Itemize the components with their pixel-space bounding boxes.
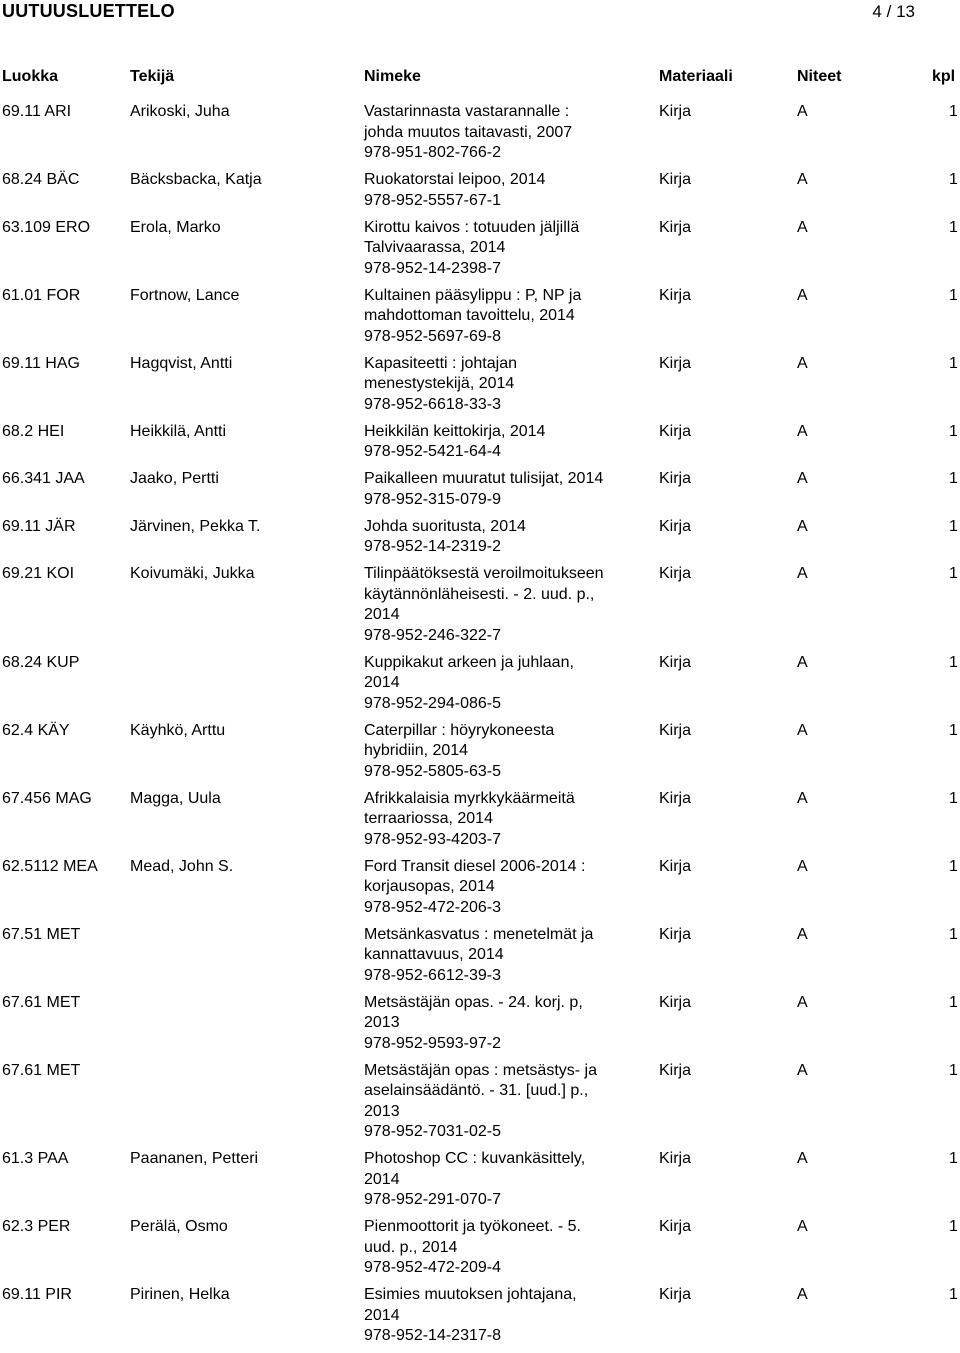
copies-code: A xyxy=(797,1150,808,1167)
author: Arikoski, Juha xyxy=(130,103,230,120)
page-current: 4 xyxy=(872,2,882,21)
quantity: 1 xyxy=(949,1218,958,1235)
header-luokka: Luokka xyxy=(2,68,59,85)
title-line: hybridiin, 2014 xyxy=(364,742,469,759)
title-block xyxy=(364,102,619,164)
isbn: 978-952-14-2317-8 xyxy=(364,1327,501,1344)
material-type: Kirja xyxy=(659,993,692,1011)
isbn: 978-952-14-2319-2 xyxy=(364,538,501,555)
isbn: 978-952-472-209-4 xyxy=(364,1259,501,1276)
author: Järvinen, Pekka T. xyxy=(130,517,261,535)
class-code: 69.11 JÄR xyxy=(2,517,76,535)
title-block xyxy=(364,218,619,280)
material-type: Kirja xyxy=(659,354,692,372)
page-separator: / xyxy=(886,2,892,21)
title-block xyxy=(364,1149,619,1211)
copies-code: A xyxy=(797,565,808,582)
copies-code: A xyxy=(797,653,808,671)
class-code: 66.341 JAA xyxy=(2,470,85,487)
title-line: johda muutos taitavasti, 2007 xyxy=(364,123,573,141)
class-code: 67.61 MET xyxy=(2,993,81,1011)
title-line: Kapasiteetti : johtajan xyxy=(364,354,517,372)
list-item xyxy=(0,993,960,1055)
title-line: Metsänkasvatus : menetelmät ja xyxy=(364,925,594,943)
author: Heikkilä, Antti xyxy=(130,422,227,440)
list-item xyxy=(0,102,960,164)
title-line: Johda suoritusta, 2014 xyxy=(364,517,526,535)
title-block xyxy=(364,925,619,987)
copies-code: A xyxy=(797,517,808,535)
isbn: 978-952-9593-97-2 xyxy=(364,1034,501,1052)
list-item xyxy=(0,857,960,919)
header-kpl: kpl xyxy=(932,68,956,85)
material-type: Kirja xyxy=(659,171,692,188)
title-block xyxy=(364,286,619,348)
copies-code: A xyxy=(797,993,808,1011)
title-line: 2014 xyxy=(364,606,400,623)
title-line: Kultainen pääsylippu : P, NP ja xyxy=(364,286,582,304)
material-type: Kirja xyxy=(659,721,692,739)
quantity: 1 xyxy=(949,517,958,535)
list-item xyxy=(0,218,960,280)
isbn: 978-952-6618-33-3 xyxy=(364,395,501,413)
title-line: Metsästäjän opas. - 24. korj. p, xyxy=(364,993,583,1011)
list-item xyxy=(0,564,960,646)
title-line: Kirottu kaivos : totuuden jäljillä xyxy=(364,218,580,236)
quantity: 1 xyxy=(949,1286,958,1303)
list-item xyxy=(0,789,960,851)
title-block xyxy=(364,993,619,1055)
list-item xyxy=(0,170,960,211)
title-line: uud. p., 2014 xyxy=(364,1238,458,1256)
title-line: Talvivaarassa, 2014 xyxy=(364,239,506,256)
list-item xyxy=(0,286,960,348)
title-line: Esimies muutoksen johtajana, xyxy=(364,1286,577,1303)
title-line: Ruokatorstai leipoo, 2014 xyxy=(364,171,546,188)
material-type: Kirja xyxy=(659,1286,692,1303)
isbn: 978-952-5557-67-1 xyxy=(364,191,501,209)
isbn: 978-952-5421-64-4 xyxy=(364,443,501,460)
class-code: 62.4 KÄY xyxy=(2,721,70,739)
title-block xyxy=(364,1217,619,1279)
copies-code: A xyxy=(797,721,808,739)
title-block xyxy=(364,653,619,715)
material-type: Kirja xyxy=(659,470,692,487)
title-line: Tilinpäätöksestä veroilmoitukseen xyxy=(364,565,604,582)
title-block xyxy=(364,857,619,919)
quantity: 1 xyxy=(949,103,958,120)
copies-code: A xyxy=(797,470,808,487)
copies-code: A xyxy=(797,1061,808,1079)
title-line: kannattavuus, 2014 xyxy=(364,946,504,963)
copies-code: A xyxy=(797,171,808,188)
copies-code: A xyxy=(797,789,808,807)
material-type: Kirja xyxy=(659,517,692,535)
list-item xyxy=(0,422,960,463)
class-code: 68.24 KUP xyxy=(2,653,80,671)
material-type: Kirja xyxy=(659,565,692,582)
material-type: Kirja xyxy=(659,789,692,807)
quantity: 1 xyxy=(949,1150,958,1167)
author: Koivumäki, Jukka xyxy=(130,565,255,582)
title-block xyxy=(364,1285,619,1347)
class-code: 63.109 ERO xyxy=(2,218,91,236)
quantity: 1 xyxy=(949,789,958,807)
author: Jaako, Pertti xyxy=(130,470,219,487)
material-type: Kirja xyxy=(659,286,692,304)
isbn: 978-951-802-766-2 xyxy=(364,144,501,161)
copies-code: A xyxy=(797,286,808,304)
author: Mead, John S. xyxy=(130,857,234,875)
title-line: Metsästäjän opas : metsästys- ja xyxy=(364,1061,597,1079)
quantity: 1 xyxy=(949,857,958,875)
quantity: 1 xyxy=(949,171,958,188)
copies-code: A xyxy=(797,218,808,236)
title-line: Photoshop CC : kuvankäsittely, xyxy=(364,1150,586,1167)
material-type: Kirja xyxy=(659,857,692,875)
author: Fortnow, Lance xyxy=(130,286,240,304)
title-block xyxy=(364,1061,619,1143)
material-type: Kirja xyxy=(659,1150,692,1167)
list-item xyxy=(0,1061,960,1143)
list-item xyxy=(0,1217,960,1279)
column-headers xyxy=(0,68,960,90)
class-code: 68.24 BÄC xyxy=(2,171,80,188)
quantity: 1 xyxy=(949,422,958,440)
class-code: 67.51 MET xyxy=(2,925,81,943)
catalog-list xyxy=(0,102,960,1353)
quantity: 1 xyxy=(949,218,958,236)
title-line: 2014 xyxy=(364,1306,400,1324)
title-block xyxy=(364,517,619,558)
copies-code: A xyxy=(797,354,808,372)
class-code: 67.61 MET xyxy=(2,1061,81,1079)
header-nimeke: Nimeke xyxy=(364,68,421,85)
class-code: 61.3 PAA xyxy=(2,1150,69,1167)
copies-code: A xyxy=(797,1286,808,1303)
title-line: Vastarinnasta vastarannalle : xyxy=(364,103,570,120)
class-code: 69.11 PIR xyxy=(2,1286,72,1303)
isbn: 978-952-6612-39-3 xyxy=(364,966,501,984)
title-line: Pienmoottorit ja työkoneet. - 5. xyxy=(364,1218,581,1235)
title-line: 2014 xyxy=(364,1170,400,1188)
list-item xyxy=(0,1285,960,1347)
document-title: UUTUUSLUETTELO xyxy=(2,1,175,21)
material-type: Kirja xyxy=(659,218,692,236)
title-block xyxy=(364,170,619,211)
isbn: 978-952-5697-69-8 xyxy=(364,327,501,345)
title-line: Kuppikakut arkeen ja juhlaan, xyxy=(364,653,574,671)
isbn: 978-952-93-4203-7 xyxy=(364,830,501,848)
class-code: 69.11 HAG xyxy=(2,354,80,372)
title-block xyxy=(364,422,619,463)
class-code: 67.456 MAG xyxy=(2,789,92,807)
quantity: 1 xyxy=(949,925,958,943)
author: Perälä, Osmo xyxy=(130,1218,228,1235)
title-line: Heikkilän keittokirja, 2014 xyxy=(364,422,546,440)
list-item xyxy=(0,653,960,715)
title-line: 2013 xyxy=(364,1102,400,1120)
quantity: 1 xyxy=(949,1061,958,1079)
list-item xyxy=(0,354,960,416)
class-code: 61.01 FOR xyxy=(2,286,81,304)
class-code: 69.21 KOI xyxy=(2,565,75,582)
class-code: 68.2 HEI xyxy=(2,422,65,440)
isbn: 978-952-246-322-7 xyxy=(364,626,501,644)
title-line: aselainsäädäntö. - 31. [uud.] p., xyxy=(364,1082,589,1099)
quantity: 1 xyxy=(949,354,958,372)
title-line: menestystekijä, 2014 xyxy=(364,375,515,392)
material-type: Kirja xyxy=(659,1061,692,1079)
material-type: Kirja xyxy=(659,103,692,120)
list-item xyxy=(0,517,960,558)
author: Paananen, Petteri xyxy=(130,1150,259,1167)
title-block xyxy=(364,789,619,851)
isbn: 978-952-291-070-7 xyxy=(364,1191,501,1208)
quantity: 1 xyxy=(949,286,958,304)
title-line: terraariossa, 2014 xyxy=(364,810,493,827)
author: Erola, Marko xyxy=(130,218,221,236)
title-block xyxy=(364,354,619,416)
page-number xyxy=(872,2,915,22)
isbn: 978-952-472-206-3 xyxy=(364,898,501,916)
isbn: 978-952-315-079-9 xyxy=(364,490,501,508)
material-type: Kirja xyxy=(659,1218,692,1235)
title-line: Afrikkalaisia myrkkykäärmeitä xyxy=(364,789,575,807)
header-materiaali: Materiaali xyxy=(659,68,733,85)
list-item xyxy=(0,925,960,987)
title-block xyxy=(364,469,619,510)
author: Hagqvist, Antti xyxy=(130,354,233,372)
material-type: Kirja xyxy=(659,653,692,671)
material-type: Kirja xyxy=(659,422,692,440)
isbn: 978-952-294-086-5 xyxy=(364,694,501,712)
copies-code: A xyxy=(797,857,808,875)
quantity: 1 xyxy=(949,653,958,671)
header-tekija: Tekijä xyxy=(130,68,175,85)
list-item xyxy=(0,469,960,510)
class-code: 62.5112 MEA xyxy=(2,857,98,875)
copies-code: A xyxy=(797,103,808,120)
title-line: Caterpillar : höyrykoneesta xyxy=(364,721,555,739)
list-item xyxy=(0,1149,960,1211)
quantity: 1 xyxy=(949,470,958,487)
copies-code: A xyxy=(797,1218,808,1235)
title-line: mahdottoman tavoittelu, 2014 xyxy=(364,307,575,324)
quantity: 1 xyxy=(949,993,958,1011)
list-item xyxy=(0,721,960,783)
title-line: käytännönläheisesti. - 2. uud. p., xyxy=(364,585,595,603)
header-niteet: Niteet xyxy=(797,68,842,85)
title-line: 2013 xyxy=(364,1014,400,1031)
isbn: 978-952-14-2398-7 xyxy=(364,259,501,277)
title-block xyxy=(364,564,619,646)
page-total: 13 xyxy=(896,2,915,21)
quantity: 1 xyxy=(949,565,958,582)
copies-code: A xyxy=(797,422,808,440)
quantity: 1 xyxy=(949,721,958,739)
isbn: 978-952-7031-02-5 xyxy=(364,1123,501,1140)
title-line: 2014 xyxy=(364,674,400,691)
class-code: 69.11 ARI xyxy=(2,103,72,120)
class-code: 62.3 PER xyxy=(2,1218,71,1235)
isbn: 978-952-5805-63-5 xyxy=(364,762,501,780)
title-line: Paikalleen muuratut tulisijat, 2014 xyxy=(364,470,604,487)
author: Pirinen, Helka xyxy=(130,1286,230,1303)
page-header xyxy=(0,0,960,30)
title-block xyxy=(364,721,619,783)
title-line: Ford Transit diesel 2006-2014 : xyxy=(364,857,586,875)
title-line: korjausopas, 2014 xyxy=(364,878,495,895)
author: Käyhkö, Arttu xyxy=(130,721,226,739)
material-type: Kirja xyxy=(659,925,692,943)
author: Magga, Uula xyxy=(130,789,221,807)
author: Bäcksbacka, Katja xyxy=(130,171,262,188)
copies-code: A xyxy=(797,925,808,943)
